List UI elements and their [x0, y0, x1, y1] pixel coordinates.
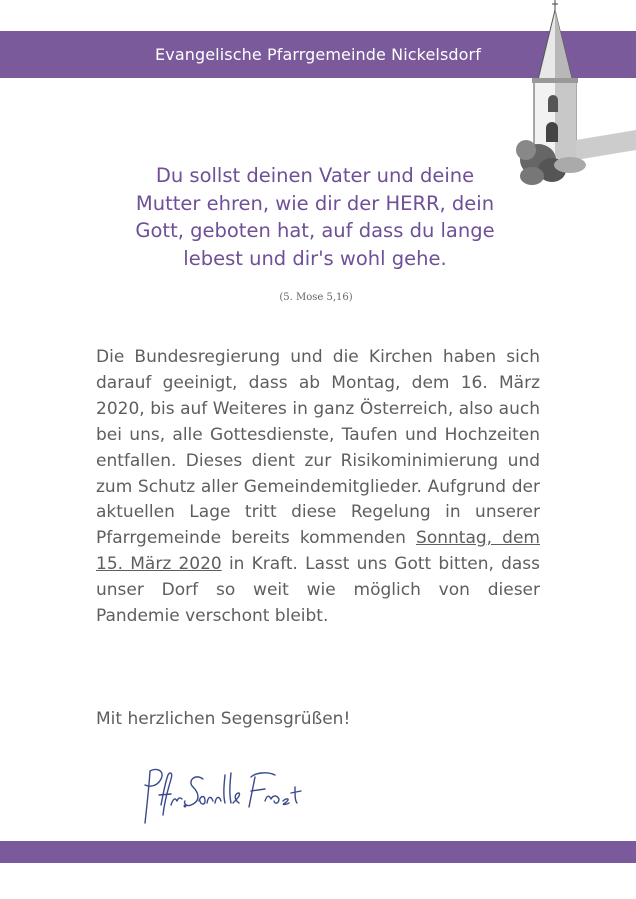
- announcement-text-part: in Kraft. Lasst uns Gott bitten, dass unser Dorf so weit wie möglich von dieser Pandemie verschont bleibt.: [96, 554, 541, 627]
- verse-line: Gott, geboten hat, auf dass du lange: [135, 219, 495, 242]
- announcement-date: Sonntag, dem 15. März 2020: [96, 528, 540, 575]
- verse-line: lebest und dir's wohl gehe.: [183, 246, 447, 270]
- signature: [135, 765, 315, 825]
- header-title: Evangelische Pfarrgemeinde Nickelsdorf: [155, 45, 481, 64]
- verse-reference: (5. Mose 5,16): [279, 292, 353, 303]
- footer-band: [0, 841, 636, 863]
- announcement-text-part: Die Bundesregierung und die Kirchen haben sich darauf geeinigt, dass ab Montag, dem 16. März 2020, bis auf Weiteres in ganz Österreich, also auch bei uns, alle Gottesdienste, Taufen und Hochzeiten entfallen. Dieses dient zur Risikominimierung und zum Schutz aller Gemeindemitglieder. Aufgrund der aktuellen Lage tritt diese Regelung in unserer Pfarrgemeinde bereits kommenden: [96, 347, 540, 549]
- bible-verse: [100, 162, 530, 272]
- verse-line: Mutter ehren, wie dir der HERR, dein: [135, 191, 495, 215]
- greeting: Mit herzlichen Segensgrüßen!: [96, 709, 351, 729]
- verse-line: Du sollst deinen Vater und deine: [155, 164, 475, 187]
- announcement-text: [96, 345, 540, 630]
